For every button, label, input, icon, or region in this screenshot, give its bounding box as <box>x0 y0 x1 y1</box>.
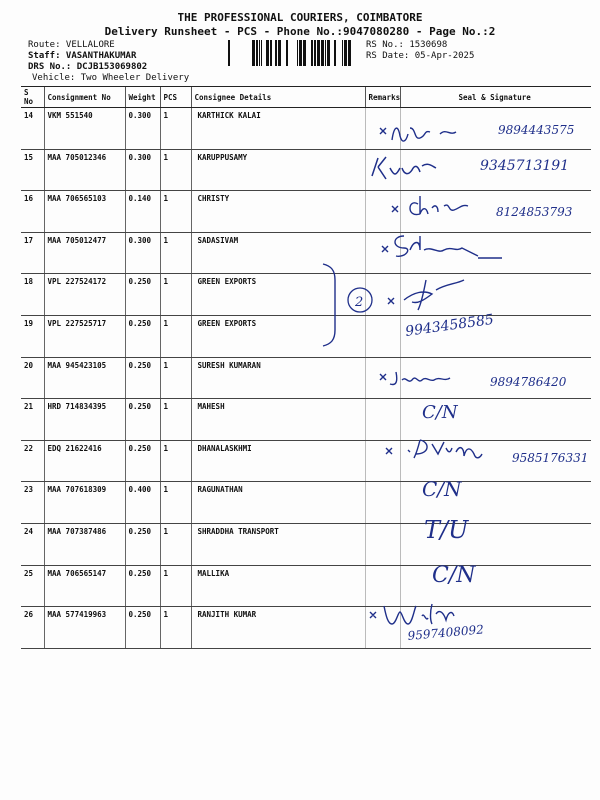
barcode-bar <box>334 40 336 66</box>
barcode-bar <box>321 40 324 66</box>
signature-cell <box>400 315 591 357</box>
table-row <box>21 482 591 524</box>
consignment-cell: MAA 705012477 <box>44 232 125 274</box>
sno-cell: 14 <box>21 108 44 150</box>
sno-cell: 17 <box>21 232 44 274</box>
consignment-cell: VPL 227525717 <box>44 315 125 357</box>
barcode-bar <box>327 40 330 66</box>
consignee-cell: RAGUNATHAN <box>191 482 365 524</box>
sno-cell: 25 <box>21 565 44 607</box>
remarks-cell <box>365 607 400 649</box>
weight-cell: 0.250 <box>125 274 160 316</box>
barcode-bar <box>344 40 347 66</box>
pcs-cell: 1 <box>160 399 191 441</box>
handwritten-phone: 8124853793 <box>496 205 573 219</box>
barcode-bar <box>228 40 230 66</box>
consignee-cell: SHRADDHA TRANSPORT <box>191 523 365 565</box>
handwritten-phone: 9894443575 <box>498 123 575 137</box>
barcode-bar <box>303 40 306 66</box>
weight-cell: 0.250 <box>125 357 160 399</box>
handwritten-phone: 9597408092 <box>407 622 485 643</box>
sno-cell: 26 <box>21 607 44 649</box>
table-row <box>21 315 591 357</box>
consignee-cell: GREEN EXPORTS <box>191 315 365 357</box>
remarks-cell <box>365 149 400 191</box>
sno-cell: 21 <box>21 399 44 441</box>
weight-cell: 0.250 <box>125 565 160 607</box>
remarks-cell <box>365 399 400 441</box>
consignee-cell: DHANALASKHMI <box>191 440 365 482</box>
table-row <box>21 565 591 607</box>
barcode-bar <box>266 40 269 66</box>
sno-cell: 18 <box>21 274 44 316</box>
table-row <box>21 108 591 150</box>
company-title: THE PROFESSIONAL COURIERS, COIMBATORE <box>177 11 423 24</box>
signature-cell <box>400 274 591 316</box>
sno-cell: 16 <box>21 191 44 233</box>
weight-cell: 0.250 <box>125 399 160 441</box>
pcs-cell: 1 <box>160 274 191 316</box>
remarks-cell <box>365 523 400 565</box>
pcs-cell: 1 <box>160 191 191 233</box>
pcs-cell: 1 <box>160 108 191 150</box>
table-row <box>21 191 591 233</box>
handwritten-phone: 9943458585 <box>404 311 495 340</box>
consignee-cell: SURESH KUMARAN <box>191 357 365 399</box>
table-row <box>21 399 591 441</box>
signature-cell <box>400 607 591 649</box>
consignment-cell: VKM 551540 <box>44 108 125 150</box>
sno-cell: 23 <box>21 482 44 524</box>
barcode-bar <box>261 40 262 66</box>
remarks-cell <box>365 315 400 357</box>
weight-cell: 0.300 <box>125 232 160 274</box>
pcs-cell: 1 <box>160 482 191 524</box>
handwritten-phone: 9585176331 <box>512 451 589 465</box>
pcs-cell: 1 <box>160 565 191 607</box>
consignment-cell: MAA 705012346 <box>44 149 125 191</box>
remarks-cell <box>365 565 400 607</box>
table-row <box>21 523 591 565</box>
consignee-cell: CHRISTY <box>191 191 365 233</box>
barcode-bar <box>299 40 302 66</box>
rs-number: RS No.: 1530698 <box>366 40 448 50</box>
signature-cell <box>400 440 591 482</box>
remarks-cell <box>365 482 400 524</box>
signature-cell <box>400 565 591 607</box>
pcs-cell: 1 <box>160 607 191 649</box>
col-remarks-header: Remarks <box>365 87 400 108</box>
remarks-cell <box>365 357 400 399</box>
handwritten-cn: C/N <box>432 563 476 588</box>
remarks-cell <box>365 191 400 233</box>
remarks-cell <box>365 274 400 316</box>
table-header-row <box>21 87 591 108</box>
col-consignment-header: Consignment No <box>44 87 125 108</box>
consignee-cell: MAHESH <box>191 399 365 441</box>
weight-cell: 0.400 <box>125 482 160 524</box>
route-label: Route: VELLALORE <box>28 40 115 50</box>
consignee-cell: SADASIVAM <box>191 232 365 274</box>
signature-cell <box>400 232 591 274</box>
barcode-bar <box>317 40 320 66</box>
signature-cell <box>400 523 591 565</box>
sno-cell: 24 <box>21 523 44 565</box>
barcode-bar <box>270 40 272 66</box>
barcode-bar <box>297 40 298 66</box>
col-signature-header: Seal & Signature <box>400 87 591 108</box>
table-row <box>21 149 591 191</box>
barcode-bar <box>275 40 277 66</box>
signature-cell <box>400 108 591 150</box>
signature-cell <box>400 191 591 233</box>
handwritten-cn: C/N <box>422 402 458 423</box>
signature-cell <box>400 149 591 191</box>
barcode-bar <box>252 40 255 66</box>
table-row <box>21 357 591 399</box>
pcs-cell: 1 <box>160 523 191 565</box>
weight-cell: 0.250 <box>125 607 160 649</box>
runsheet-subtitle: Delivery Runsheet - PCS - Phone No.:9047080280 - Page No.:2 <box>104 25 496 38</box>
remarks-cell <box>365 232 400 274</box>
col-weight-header: Weight <box>125 87 160 108</box>
consignment-cell: VPL 227524172 <box>44 274 125 316</box>
pcs-cell: 1 <box>160 357 191 399</box>
weight-cell: 0.300 <box>125 108 160 150</box>
weight-cell: 0.250 <box>125 523 160 565</box>
consignment-cell: HRD 714834395 <box>44 399 125 441</box>
table-row <box>21 232 591 274</box>
consignment-cell: MAA 706565147 <box>44 565 125 607</box>
table-row <box>21 607 591 649</box>
staff-label: Staff: VASANTHAKUMAR <box>28 51 137 61</box>
consignee-cell: KARTHICK KALAI <box>191 108 365 150</box>
group-mark: 2 <box>355 295 364 310</box>
barcode-bar <box>259 40 260 66</box>
barcode-bar <box>278 40 281 66</box>
barcode-bar <box>348 40 351 66</box>
consignment-cell: MAA 706565103 <box>44 191 125 233</box>
sno-cell: 15 <box>21 149 44 191</box>
barcode-bar <box>256 40 258 66</box>
barcode-bar <box>342 40 343 66</box>
consignment-cell: MAA 577419963 <box>44 607 125 649</box>
col-sno-header: S No <box>21 87 44 108</box>
rs-date: RS Date: 05-Apr-2025 <box>366 51 475 61</box>
pcs-cell: 1 <box>160 315 191 357</box>
handwritten-phone: 9894786420 <box>490 375 567 389</box>
weight-cell: 0.140 <box>125 191 160 233</box>
signature-cell <box>400 357 591 399</box>
table-row <box>21 274 591 316</box>
consignment-cell: EDQ 21622416 <box>44 440 125 482</box>
handwritten-cn: C/N <box>422 477 462 501</box>
remarks-cell <box>365 108 400 150</box>
drs-number: DRS No.: DCJB153069802 <box>28 62 148 72</box>
handwritten-tu: T/U <box>424 516 469 544</box>
consignment-cell: MAA 707387486 <box>44 523 125 565</box>
consignee-cell: RANJITH KUMAR <box>191 607 365 649</box>
weight-cell: 0.250 <box>125 440 160 482</box>
sno-cell: 20 <box>21 357 44 399</box>
barcode-image <box>228 40 356 66</box>
consignee-cell: GREEN EXPORTS <box>191 274 365 316</box>
barcode-bar <box>311 40 313 66</box>
weight-cell: 0.250 <box>125 315 160 357</box>
col-pcs-header: PCS <box>160 87 191 108</box>
remarks-cell <box>365 440 400 482</box>
handwritten-phone: 9345713191 <box>480 158 570 174</box>
signature-cell <box>400 399 591 441</box>
pcs-cell: 1 <box>160 232 191 274</box>
consignment-cell: MAA 707618309 <box>44 482 125 524</box>
barcode-bar <box>325 40 326 66</box>
consignee-cell: KARUPPUSAMY <box>191 149 365 191</box>
vehicle-label: Vehicle: Two Wheeler Delivery <box>32 73 190 83</box>
weight-cell: 0.300 <box>125 149 160 191</box>
table-row <box>21 440 591 482</box>
barcode-bar <box>314 40 316 66</box>
sno-cell: 19 <box>21 315 44 357</box>
barcode-bar <box>286 40 288 66</box>
sno-cell: 22 <box>21 440 44 482</box>
consignment-cell: MAA 945423105 <box>44 357 125 399</box>
pcs-cell: 1 <box>160 149 191 191</box>
runsheet-table <box>21 86 591 649</box>
consignee-cell: MALLIKA <box>191 565 365 607</box>
signature-cell <box>400 482 591 524</box>
col-consignee-header: Consignee Details <box>191 87 365 108</box>
pcs-cell: 1 <box>160 440 191 482</box>
